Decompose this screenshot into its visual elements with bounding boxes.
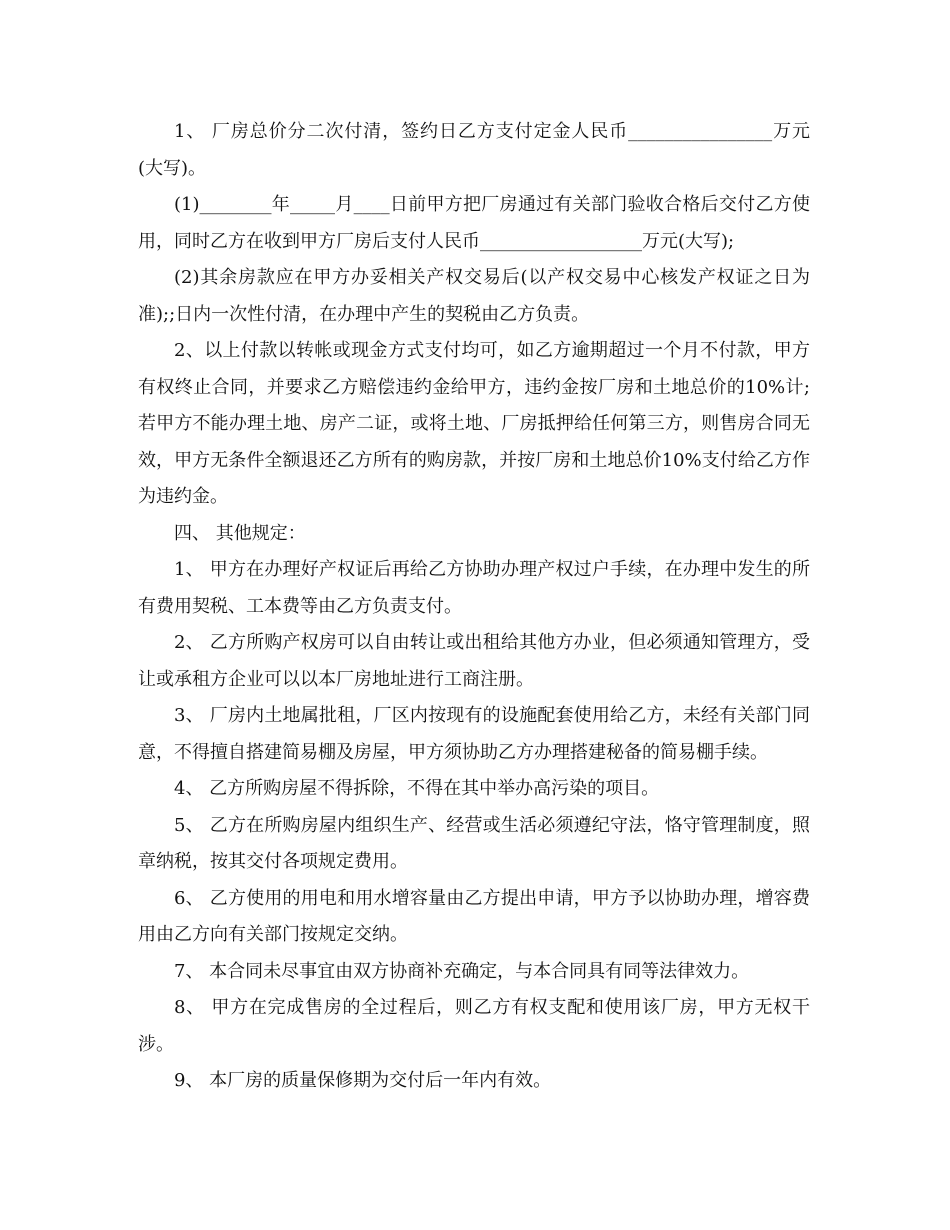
section-heading-other-provisions: 四、 其他规定： bbox=[174, 522, 306, 544]
paragraph-provision-4: 4、 乙方所购房屋不得拆除，不得在其中举办高污染的项目。 bbox=[174, 778, 660, 799]
paragraph-provision-6: 6、 乙方使用的用电和用水增容量由乙方提出申请，甲方予以协助办理，增容费用由乙方向有关部门按规定交纳。 bbox=[138, 887, 810, 945]
paragraph-provision-3: 3、 厂房内土地属批租，厂区内按现有的设施配套使用给乙方，未经有关部门同意，不得擅自搭建简易棚及房屋，甲方须协助乙方办理搭建秘备的简易棚手续。 bbox=[138, 705, 810, 763]
document-body bbox=[138, 114, 810, 1100]
paragraph-provision-2: 2、 乙方所购产权房可以自由转让或出租给其他方办业，但必须通知管理方，受让或承租方企业可以以本厂房地址进行工商注册。 bbox=[138, 632, 810, 690]
paragraph-provision-5: 5、 乙方在所购房屋内组织生产、经营或生活必须遵纪守法，恪守管理制度，照章纳税，按其交付各项规定费用。 bbox=[138, 814, 810, 872]
paragraph-payment-method: 2、以上付款以转帐或现金方式支付均可，如乙方逾期超过一个月不付款，甲方有权终止合同，并要求乙方赔偿违约金给甲方，违约金按厂房和土地总价的10%计;若甲方不能办理土地、房产二证，或将土地、厂房抵押给任何第三方，则售房合同无效，甲方无条件全额退还乙方所有的购房款，并按厂房和土地总价10%支付给乙方作为违约金。 bbox=[138, 340, 810, 507]
paragraph-payment-installments: 1、 厂房总价分二次付清，签约日乙方支付定金人民币________________万元(大写)。 bbox=[138, 121, 810, 179]
paragraph-provision-9: 9、 本厂房的质量保修期为交付后一年内有效。 bbox=[174, 1070, 552, 1091]
paragraph-provision-1: 1、 甲方在办理好产权证后再给乙方协助办理产权过户手续，在办理中发生的所有费用契税、工本费等由乙方负责支付。 bbox=[138, 559, 810, 617]
paragraph-payment-first: (1)________年_____月____日前甲方把厂房通过有关部门验收合格后交付乙方使用，同时乙方在收到甲方厂房后支付人民币__________________万元(大写); bbox=[138, 194, 810, 252]
paragraph-provision-8: 8、 甲方在完成售房的全过程后，则乙方有权支配和使用该厂房，甲方无权干涉。 bbox=[138, 997, 810, 1055]
paragraph-provision-7: 7、 本合同未尽事宜由双方协商补充确定，与本合同具有同等法律效力。 bbox=[174, 960, 750, 982]
paragraph-payment-remaining: (2)其余房款应在甲方办妥相关产权交易后(以产权交易中心核发产权证之日为准);;日内一次性付清，在办理中产生的契税由乙方负责。 bbox=[138, 267, 810, 325]
